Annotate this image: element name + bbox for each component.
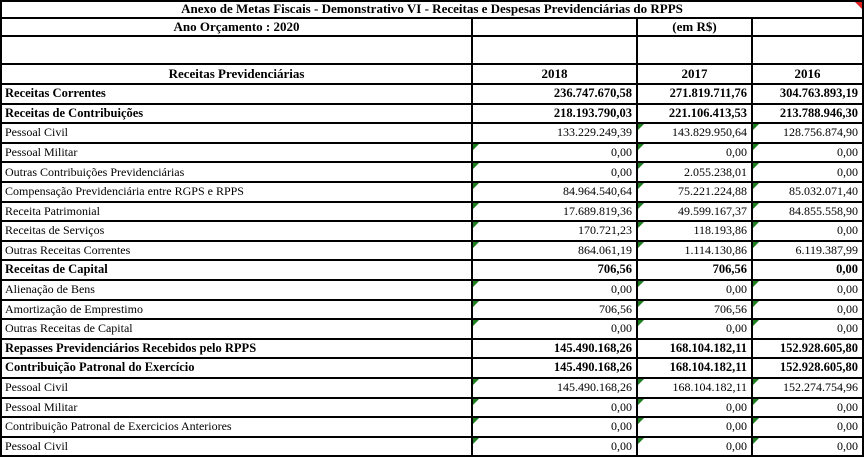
formula-indicator-icon — [753, 242, 759, 248]
value-cell[interactable] — [753, 242, 864, 262]
cell-value: 0,00 — [611, 438, 632, 453]
formula-indicator-icon — [638, 301, 644, 307]
cell-value: 145.490.168,26 — [553, 360, 632, 375]
row-label: Receita Patrimonial — [5, 203, 100, 218]
row-label-cell[interactable] — [2, 438, 473, 458]
cell-value: 0,00 — [837, 399, 859, 414]
cell-value: 118.193,86 — [693, 223, 747, 238]
cell-value: 152.928.605,80 — [779, 360, 859, 375]
cell-value: 0,00 — [726, 144, 747, 159]
cell-value: 0,00 — [611, 164, 632, 179]
cell-value: 152.928.605,80 — [779, 340, 859, 355]
value-cell[interactable] — [638, 261, 753, 281]
year-label: 2017 — [681, 65, 708, 81]
value-cell[interactable] — [638, 124, 753, 144]
cell-value: 236.747.670,58 — [553, 85, 632, 100]
formula-indicator-icon — [638, 144, 644, 150]
value-cell[interactable] — [638, 418, 753, 438]
value-cell[interactable] — [473, 359, 638, 379]
cell-value: 706,56 — [714, 301, 747, 316]
cell-value: 133.229.249,39 — [557, 125, 632, 140]
value-cell[interactable] — [753, 222, 864, 242]
cell-value: 170.721,23 — [578, 223, 632, 238]
value-cell[interactable] — [473, 379, 638, 399]
formula-indicator-icon — [638, 418, 644, 424]
cell-value: 0,00 — [837, 223, 859, 238]
formula-indicator-icon — [753, 281, 759, 287]
cell-value: 152.274.754,96 — [783, 380, 859, 395]
row-label-cell[interactable] — [2, 163, 473, 183]
formula-indicator-icon — [473, 183, 479, 189]
value-cell[interactable] — [753, 105, 864, 125]
value-cell[interactable] — [473, 301, 638, 321]
value-cell[interactable] — [753, 301, 864, 321]
table-row — [2, 438, 864, 458]
row-label-cell[interactable] — [2, 379, 473, 399]
row-label: Outras Contribuições Previdenciárias — [5, 164, 185, 179]
cell-value: 0,00 — [611, 419, 632, 434]
table-row — [2, 301, 864, 321]
table-row — [2, 203, 864, 223]
cell-value: 0,00 — [837, 301, 859, 316]
table-row — [2, 222, 864, 242]
value-cell[interactable] — [753, 281, 864, 301]
formula-indicator-icon — [473, 242, 479, 248]
value-cell[interactable] — [753, 320, 864, 340]
value-cell[interactable] — [473, 399, 638, 419]
value-cell[interactable] — [753, 85, 864, 105]
row-label: Amortização de Emprestimo — [5, 301, 143, 316]
formula-indicator-icon — [473, 203, 479, 209]
empty-cell[interactable] — [753, 19, 864, 37]
row-label-cell[interactable] — [2, 418, 473, 438]
cell-value: 0,00 — [611, 282, 632, 297]
table-row — [2, 105, 864, 125]
table-row — [2, 320, 864, 340]
formula-indicator-icon — [473, 281, 479, 287]
value-cell[interactable] — [473, 183, 638, 203]
table-row — [2, 418, 864, 438]
value-cell[interactable] — [638, 105, 753, 125]
table-row — [2, 379, 864, 399]
value-cell[interactable] — [638, 301, 753, 321]
formula-indicator-icon — [753, 418, 759, 424]
row-label: Receitas Correntes — [5, 85, 106, 100]
table-row — [2, 163, 864, 183]
value-cell[interactable] — [473, 163, 638, 183]
year-label: 2018 — [541, 65, 568, 81]
cell-value: 0,00 — [611, 144, 632, 159]
value-cell[interactable] — [638, 320, 753, 340]
cell-value: 706,56 — [599, 301, 632, 316]
section-header-cell[interactable] — [2, 65, 473, 85]
value-cell[interactable] — [753, 261, 864, 281]
row-label-cell[interactable] — [2, 222, 473, 242]
row-label-cell[interactable] — [2, 183, 473, 203]
row-label-cell[interactable] — [2, 359, 473, 379]
value-cell[interactable] — [473, 124, 638, 144]
row-label-cell[interactable] — [2, 261, 473, 281]
cell-value: 0,00 — [726, 321, 747, 336]
value-cell[interactable] — [753, 163, 864, 183]
cell-value: 0,00 — [611, 399, 632, 414]
row-label: Compensação Previdenciária entre RGPS e RPPS — [5, 184, 244, 199]
empty-cell[interactable] — [473, 19, 638, 37]
formula-indicator-icon — [638, 183, 644, 189]
cell-value: 706,56 — [712, 262, 747, 277]
row-label: Outras Receitas de Capital — [5, 321, 133, 336]
table-row — [2, 85, 864, 105]
cell-value: 0,00 — [726, 419, 747, 434]
cell-value: 0,00 — [836, 262, 859, 277]
value-cell[interactable] — [753, 399, 864, 419]
cell-value: 128.756.874,90 — [783, 125, 859, 140]
row-label-cell[interactable] — [2, 124, 473, 144]
formula-indicator-icon — [473, 438, 479, 444]
formula-indicator-icon — [473, 163, 479, 169]
cell-value: 0,00 — [726, 438, 747, 453]
formula-indicator-icon — [473, 301, 479, 307]
formula-indicator-icon — [473, 379, 479, 385]
row-label-cell[interactable] — [2, 105, 473, 125]
formula-indicator-icon — [473, 399, 479, 405]
formula-indicator-icon — [753, 144, 759, 150]
value-cell[interactable] — [753, 340, 864, 360]
row-label: Repasses Previdenciários Recebidos pelo RPPS — [5, 340, 257, 355]
formula-indicator-icon — [638, 379, 644, 385]
value-cell[interactable] — [638, 242, 753, 262]
cell-value: 864.061,19 — [578, 242, 632, 257]
cell-value: 0,00 — [611, 321, 632, 336]
cell-value: 218.193.790,03 — [553, 105, 632, 120]
row-label: Contribuição Patronal de Exercicios Anteriores — [5, 419, 232, 434]
formula-indicator-icon — [638, 399, 644, 405]
cell-value: 49.599.167,37 — [678, 203, 747, 218]
cell-value: 17.689.819,36 — [563, 203, 632, 218]
value-cell[interactable] — [638, 399, 753, 419]
header-row — [2, 65, 864, 85]
table-row — [2, 359, 864, 379]
table-row — [2, 242, 864, 262]
year-column-header[interactable] — [638, 65, 753, 85]
row-label: Pessoal Civil — [5, 438, 69, 453]
formula-indicator-icon — [638, 320, 644, 326]
value-cell[interactable] — [473, 85, 638, 105]
row-label: Alienação de Bens — [5, 282, 95, 297]
formula-indicator-icon — [638, 163, 644, 169]
blank-row — [2, 37, 864, 65]
empty-cell[interactable] — [638, 37, 753, 65]
row-label-cell[interactable] — [2, 320, 473, 340]
value-cell[interactable] — [473, 105, 638, 125]
row-label-cell[interactable] — [2, 340, 473, 360]
cell-value: 1.114.130,86 — [684, 242, 747, 257]
value-cell[interactable] — [473, 222, 638, 242]
row-label: Receitas de Serviços — [5, 223, 105, 238]
formula-indicator-icon — [753, 183, 759, 189]
row-label-cell[interactable] — [2, 399, 473, 419]
cell-value: 6.119.387,99 — [795, 242, 859, 257]
cell-value: 2.055.238,01 — [684, 164, 747, 179]
value-cell[interactable] — [753, 418, 864, 438]
formula-indicator-icon — [473, 144, 479, 150]
formula-indicator-icon — [473, 418, 479, 424]
year-column-header[interactable] — [753, 65, 864, 85]
value-cell[interactable] — [638, 281, 753, 301]
value-cell[interactable] — [473, 340, 638, 360]
value-cell[interactable] — [638, 203, 753, 223]
value-cell[interactable] — [473, 261, 638, 281]
value-cell[interactable] — [753, 379, 864, 399]
sheet-title: Anexo de Metas Fiscais - Demonstrativo VI - Receitas e Despesas Previdenciárias do RPPS — [181, 2, 683, 17]
title-row — [2, 2, 864, 19]
formula-indicator-icon — [638, 203, 644, 209]
cell-value: 85.032.071,40 — [789, 184, 859, 199]
formula-indicator-icon — [753, 124, 759, 130]
cell-value: 706,56 — [597, 262, 632, 277]
value-cell[interactable] — [753, 124, 864, 144]
row-label-cell[interactable] — [2, 281, 473, 301]
formula-indicator-icon — [753, 320, 759, 326]
row-label: Outras Receitas Correntes — [5, 242, 131, 257]
value-cell[interactable] — [473, 281, 638, 301]
table-row — [2, 281, 864, 301]
value-cell[interactable] — [753, 183, 864, 203]
cell-value: 168.104.182,11 — [672, 380, 747, 395]
cell-value: 168.104.182,11 — [669, 340, 747, 355]
value-cell[interactable] — [473, 144, 638, 164]
value-cell[interactable] — [638, 359, 753, 379]
formula-indicator-icon — [638, 222, 644, 228]
cell-value: 0,00 — [837, 144, 859, 159]
cell-value: 0,00 — [726, 399, 747, 414]
value-cell[interactable] — [753, 359, 864, 379]
cell-value: 221.106.413,53 — [668, 105, 747, 120]
value-cell[interactable] — [638, 379, 753, 399]
value-cell[interactable] — [638, 85, 753, 105]
year-label: 2016 — [794, 65, 821, 81]
row-label: Receitas de Contribuições — [5, 105, 144, 120]
formula-indicator-icon — [753, 379, 759, 385]
formula-indicator-icon — [638, 438, 644, 444]
cell-value: 143.829.950,64 — [672, 125, 747, 140]
value-cell[interactable] — [638, 438, 753, 458]
value-cell[interactable] — [473, 320, 638, 340]
empty-cell[interactable] — [473, 37, 638, 65]
value-cell[interactable] — [473, 438, 638, 458]
row-label: Pessoal Militar — [5, 144, 78, 159]
formula-indicator-icon — [638, 242, 644, 248]
section-header-label: Receitas Previdenciárias — [168, 65, 305, 81]
formula-indicator-icon — [638, 124, 644, 130]
formula-indicator-icon — [473, 222, 479, 228]
cell-value: 213.788.946,30 — [779, 105, 859, 120]
table-row — [2, 144, 864, 164]
cell-value: 84.855.558,90 — [789, 203, 859, 218]
row-label-cell[interactable] — [2, 85, 473, 105]
value-cell[interactable] — [753, 144, 864, 164]
empty-cell[interactable] — [2, 37, 473, 65]
row-label: Pessoal Civil — [5, 380, 69, 395]
value-cell[interactable] — [638, 183, 753, 203]
value-cell[interactable] — [473, 242, 638, 262]
formula-indicator-icon — [753, 399, 759, 405]
comment-marker-icon — [853, 2, 862, 9]
value-cell[interactable] — [638, 222, 753, 242]
sheet-title-cell[interactable] — [2, 2, 864, 19]
cell-value: 0,00 — [837, 438, 859, 453]
year-column-header[interactable] — [473, 65, 638, 85]
currency-note-cell[interactable] — [638, 19, 753, 37]
value-cell[interactable] — [473, 418, 638, 438]
table-row — [2, 399, 864, 419]
formula-indicator-icon — [638, 281, 644, 287]
cell-value: 84.964.540,64 — [563, 184, 632, 199]
cell-value: 0,00 — [837, 282, 859, 297]
cell-value: 0,00 — [837, 164, 859, 179]
row-label: Pessoal Militar — [5, 399, 78, 414]
row-label-cell[interactable] — [2, 203, 473, 223]
cell-value: 168.104.182,11 — [669, 360, 747, 375]
empty-cell[interactable] — [753, 37, 864, 65]
row-label-cell[interactable] — [2, 242, 473, 262]
formula-indicator-icon — [753, 163, 759, 169]
cell-value: 271.819.711,76 — [669, 85, 747, 100]
row-label: Contribuição Patronal do Exercício — [5, 360, 195, 375]
row-label: Receitas de Capital — [5, 262, 108, 277]
value-cell[interactable] — [753, 438, 864, 458]
value-cell[interactable] — [638, 163, 753, 183]
cell-value: 0,00 — [837, 419, 859, 434]
row-label-cell[interactable] — [2, 144, 473, 164]
formula-indicator-icon — [753, 203, 759, 209]
formula-indicator-icon — [753, 222, 759, 228]
currency-note-label: (em R$) — [672, 19, 717, 34]
formula-indicator-icon — [753, 438, 759, 444]
cell-value: 145.490.168,26 — [557, 380, 632, 395]
table-row — [2, 183, 864, 203]
value-cell[interactable] — [638, 144, 753, 164]
table-row — [2, 124, 864, 144]
value-cell[interactable] — [473, 203, 638, 223]
table-row — [2, 340, 864, 360]
value-cell[interactable] — [638, 340, 753, 360]
row-label: Pessoal Civil — [5, 125, 69, 140]
cell-value: 75.221.224,88 — [678, 184, 747, 199]
cell-value: 0,00 — [837, 321, 859, 336]
formula-indicator-icon — [473, 320, 479, 326]
budget-year-cell[interactable] — [2, 19, 473, 37]
row-label-cell[interactable] — [2, 301, 473, 321]
cell-value: 145.490.168,26 — [553, 340, 632, 355]
formula-indicator-icon — [753, 301, 759, 307]
budget-year-label: Ano Orçamento : 2020 — [173, 19, 300, 34]
cell-value: 0,00 — [726, 282, 747, 297]
table-row — [2, 261, 864, 281]
cell-value: 304.763.893,19 — [779, 85, 859, 100]
subtitle-row — [2, 19, 864, 37]
value-cell[interactable] — [753, 203, 864, 223]
